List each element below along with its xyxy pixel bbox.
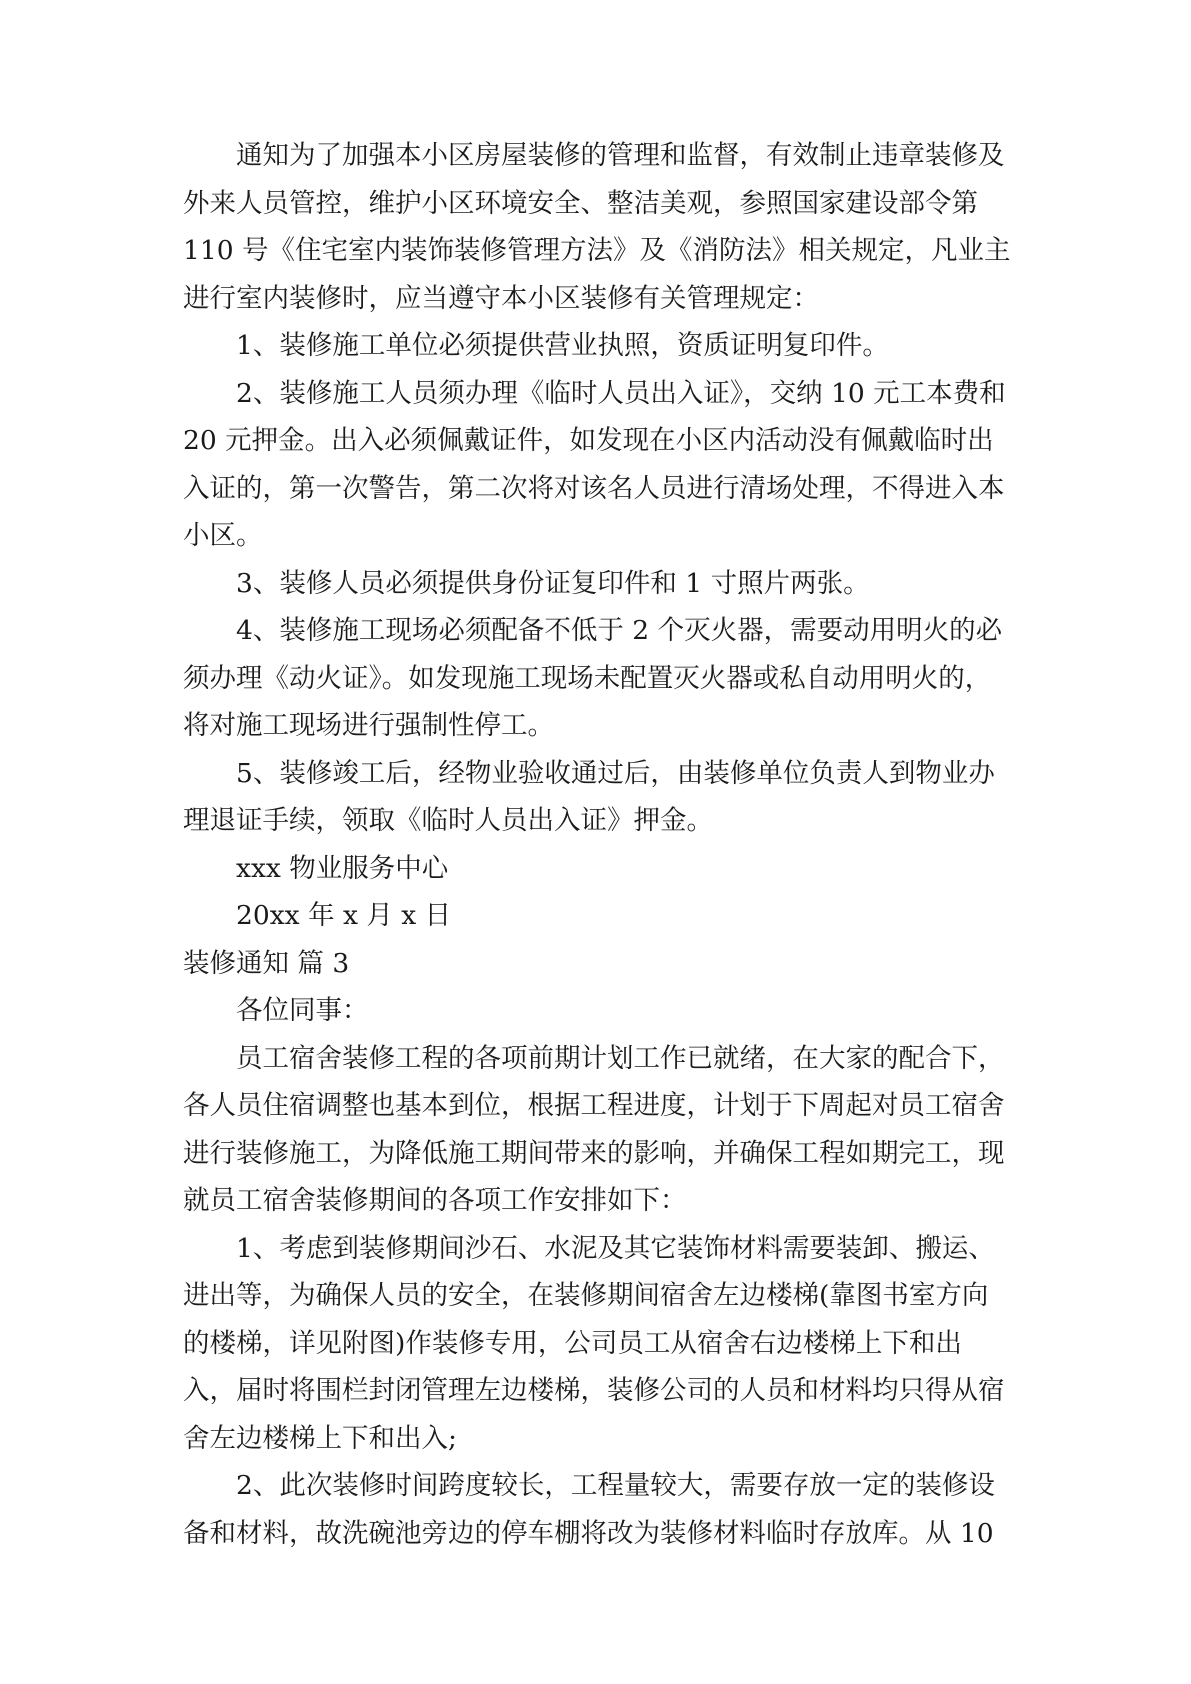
paragraph-arrangement-1: 1、考虑到装修期间沙石、水泥及其它装饰材料需要装卸、搬运、进出等，为确保人员的安全，在装修期间宿舍左边楼梯(靠图书室方向的楼梯，详见附图)作装修专用，公司员工从宿舍右边楼梯上下和出入，届时将围栏封闭管理左边楼梯，装修公司的人员和材料均只得从宿舍左边楼梯上下和出入; <box>183 1232 1005 1454</box>
paragraph-rule-3: 3、装修人员必须提供身份证复印件和 1 寸照片两张。 <box>236 567 870 599</box>
paragraph-rule-5: 5、装修竣工后，经物业验收通过后，由装修单位负责人到物业办理退证手续，领取《临时人员出入证》押金。 <box>183 757 995 836</box>
document-body <box>183 132 1013 1557</box>
paragraph-rule-2: 2、装修施工人员须办理《临时人员出入证》，交纳 10 元工本费和 20 元押金。出入必须佩戴证件，如发现在小区内活动没有佩戴临时出入证的，第一次警告，第二次将对该名人员进行清场处理，不得进入本小区。 <box>183 377 1015 551</box>
paragraph-notice-intro: 员工宿舍装修工程的各项前期计划工作已就绪，在大家的配合下，各人员住宿调整也基本到位，根据工程进度，计划于下周起对员工宿舍进行装修施工，为降低施工期间带来的影响，并确保工程如期完工，现就员工宿舍装修期间的各项工作安排如下： <box>183 1042 1005 1216</box>
paragraph-rule-1: 1、装修施工单位必须提供营业执照，资质证明复印件。 <box>236 330 889 361</box>
signature-date: 20xx 年 x 月 x 日 <box>236 900 452 931</box>
signature-organization: xxx 物业服务中心 <box>236 852 449 884</box>
section-heading: 装修通知 篇 3 <box>183 947 350 979</box>
salutation: 各位同事： <box>236 995 369 1026</box>
paragraph-arrangement-2: 2、此次装修时间跨度较长，工程量较大，需要存放一定的装修设备和材料，故洗碗池旁边的停车棚将改为装修材料临时存放库。从 10 <box>183 1470 995 1549</box>
paragraph-rule-4: 4、装修施工现场必须配备不低于 2 个灭火器，需要动用明火的必须办理《动火证》。如发现施工现场未配置灭火器或私自动用明火的，将对施工现场进行强制性停工。 <box>183 615 1003 741</box>
paragraph-intro: 通知为了加强本小区房屋装修的管理和监督，有效制止违章装修及外来人员管控，维护小区环境安全、整洁美观，参照国家建设部令第 110 号《住宅室内装饰装修管理方法》及《消防法》相关规定，凡业主进行室内装修时，应当遵守本小区装修有关管理规定： <box>183 140 1011 314</box>
